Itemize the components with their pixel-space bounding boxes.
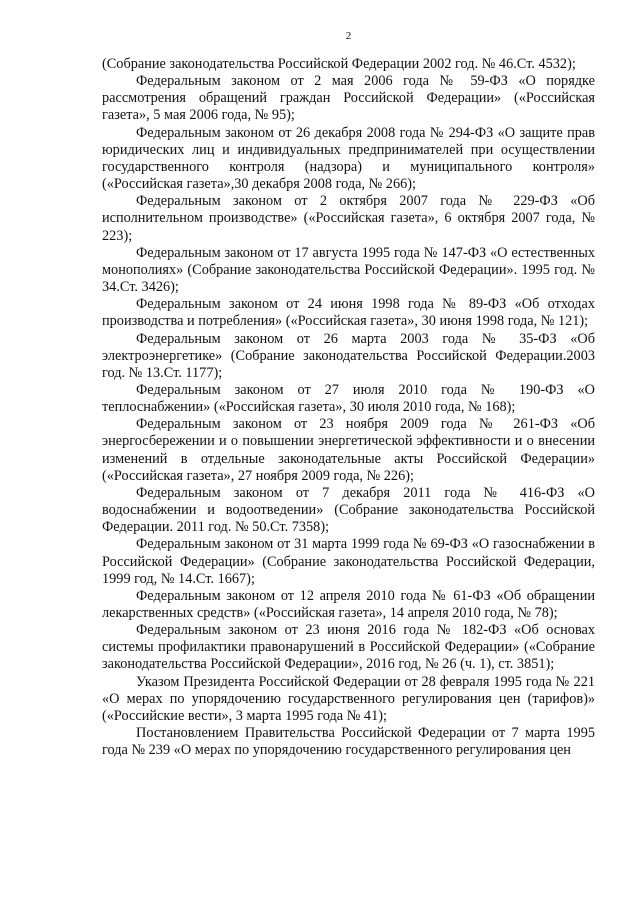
page-number: 2: [345, 30, 352, 42]
paragraph-law-147fz: Федеральным законом от 17 августа 1995 года № 147-ФЗ «О естественных монополиях» (Собрание законодательства Российской Федерации». 1995 год. № 34.Ст. 3426);: [102, 244, 595, 296]
paragraph-law-59fz: Федеральным законом от 2 мая 2006 года № 59-ФЗ «О порядке рассмотрения обращений граждан Российской Федерации» («Российская газета», 5 мая 2006 года, № 95);: [102, 73, 595, 124]
paragraph-resolution-239: Постановлением Правительства Российской Федерации от 7 марта 1995 года № 239 «О мерах по упорядочению государственного регулирования цен: [102, 725, 595, 759]
paragraph-law-61fz: Федеральным законом от 12 апреля 2010 года № 61-ФЗ «Об обращении лекарственных средств» («Российская газета», 14 апреля 2010 года, № 78);: [102, 587, 595, 621]
paragraph-continuation: (Собрание законодательства Российской Федерации 2002 год. № 46.Ст. 4532);: [102, 56, 576, 72]
paragraph-law-35fz: Федеральным законом от 26 марта 2003 года № 35-ФЗ «Об электроэнергетике» (Собрание законодательства Российской Федерации.2003 год. № 13.Ст. 1177);: [102, 330, 595, 381]
paragraph-law-89fz: Федеральным законом от 24 июня 1998 года № 89-ФЗ «Об отходах производства и потребления» («Российская газета», 30 июня 1998 года, № 121);: [102, 296, 595, 330]
paragraph-law-416fz: Федеральным законом от 7 декабря 2011 года № 416-ФЗ «О водоснабжении и водоотведении» (Собрание законодательства Российской Федерации. 2011 год. № 50.Ст. 7358);: [102, 484, 595, 536]
paragraph-law-182fz: Федеральным законом от 23 июня 2016 года № 182-ФЗ «Об основах системы профилактики правонарушений в Российской Федерации» («Собрание законодательства Российской Федерации», 2016 год, № 26 (ч. 1), ст. 3851);: [102, 622, 595, 673]
paragraph-law-69fz: Федеральным законом от 31 марта 1999 года № 69-ФЗ «О газоснабжении в Российской Федерации» (Собрание законодательства Российской Федерации, 1999 год, № 14.Ст. 1667);: [102, 536, 595, 587]
paragraph-decree-221: Указом Президента Российской Федерации от 28 февраля 1995 года № 221 «О мерах по упорядочению государственного регулирования цен (тарифов)» («Российские вести», 3 марта 1995 года № 41);: [102, 673, 595, 724]
paragraph-law-229fz: Федеральным законом от 2 октября 2007 года № 229-ФЗ «Об исполнительном производстве» («Российская газета», 6 октября 2007 года, № 223);: [102, 193, 595, 244]
paragraph-law-261fz: Федеральным законом от 23 ноября 2009 года № 261-ФЗ «Об энергосбережении и о повышении энергетической эффективности и о внесении изменений в отдельные законодательные акты Российской Федерации» («Российская газета», 27 ноября 2009 года, № 226);: [102, 416, 595, 484]
paragraph-law-294fz: Федеральным законом от 26 декабря 2008 года № 294-ФЗ «О защите прав юридических лиц и индивидуальных предпринимателей при осуществлении государственного контроля (надзора) и муниципального контроля» («Российская газета»,30 декабря 2008 года, № 266);: [102, 124, 595, 193]
paragraph-law-190fz: Федеральным законом от 27 июля 2010 года № 190-ФЗ «О теплоснабжении» («Российская газета», 30 июля 2010 года, № 168);: [102, 381, 595, 416]
